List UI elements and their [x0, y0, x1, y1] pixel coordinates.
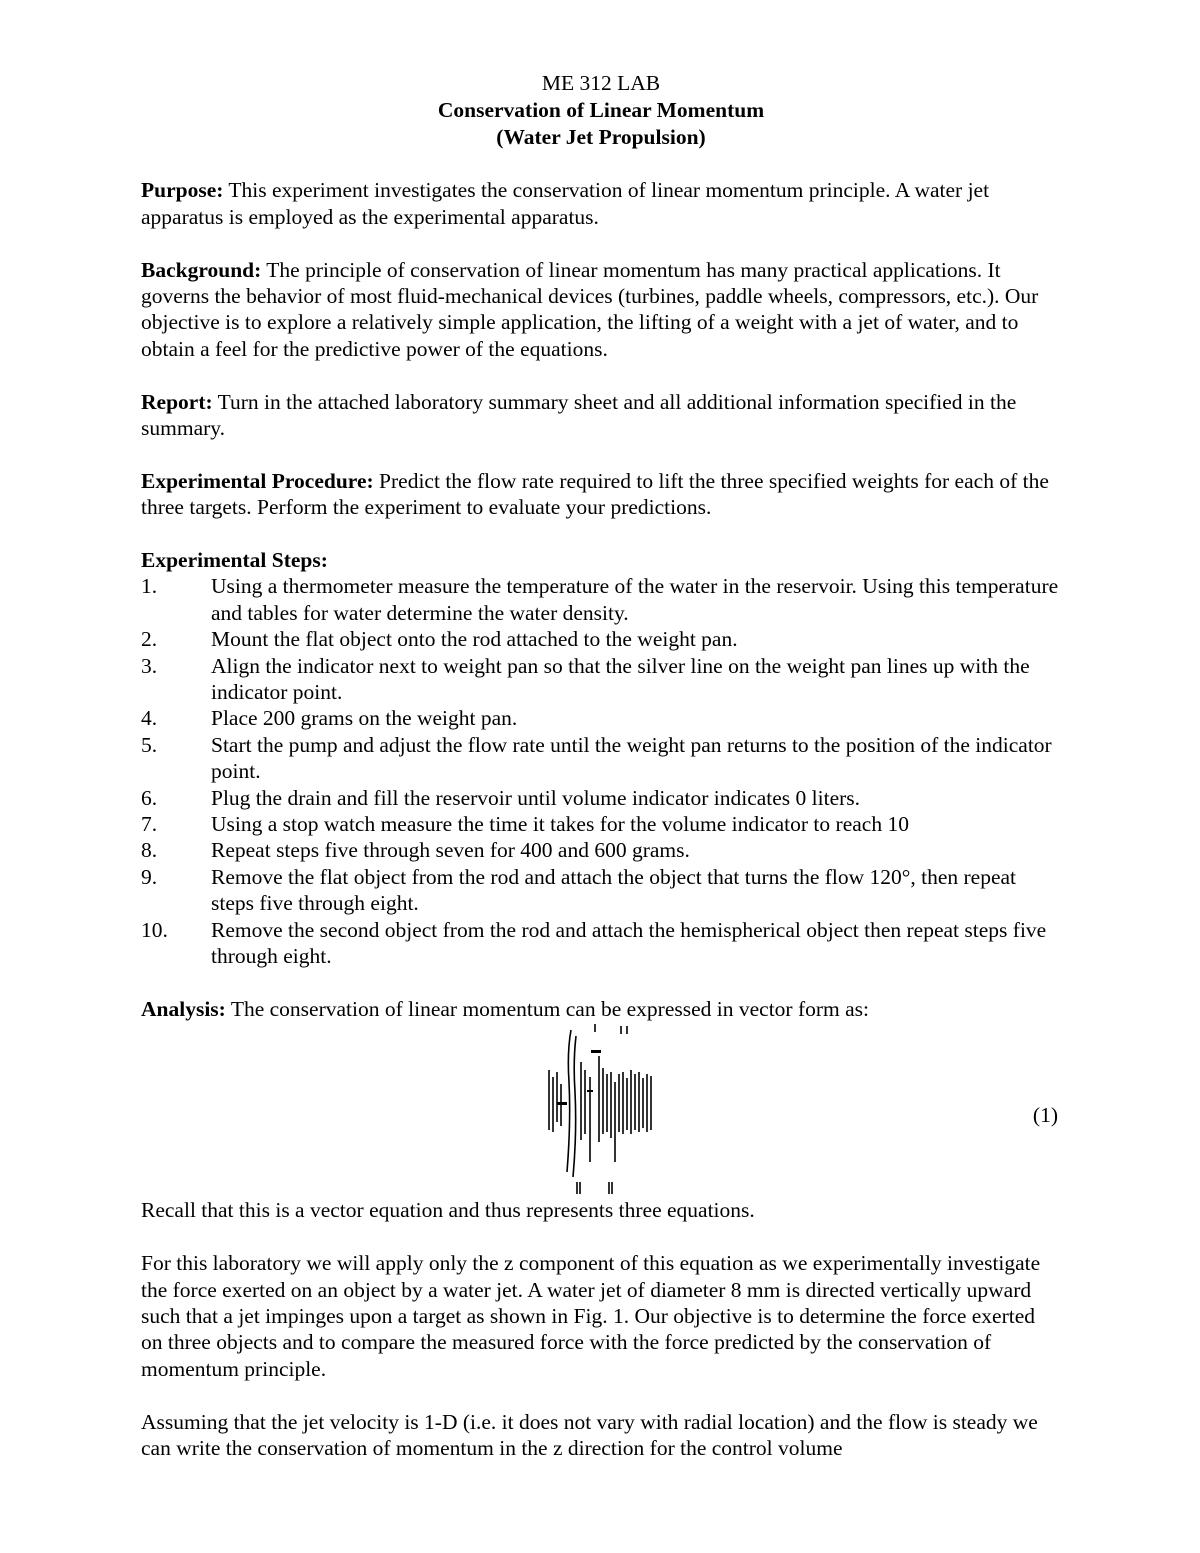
- list-item: [141, 811, 1061, 837]
- step-number: 2.: [141, 627, 158, 652]
- step-text: Remove the flat object from the rod and attach the object that turns the flow 120°, then repeat steps five through eight.: [211, 864, 1017, 916]
- spacer: [141, 970, 1061, 996]
- step-number: 10.: [141, 917, 168, 942]
- procedure-label: Experimental Procedure:: [141, 468, 374, 493]
- background-text: The principle of conservation of linear momentum has many practical applications. It governs the behavior of most fluid-mechanical devices (turbines, paddle wheels, compressors, etc.). Our objective is to explore a relatively simple application, the lifting of a weight with a jet of water, and to obtain a feel for the predictive power of the equations.: [141, 257, 1039, 361]
- step-number: 5.: [141, 732, 158, 757]
- spacer: [141, 1382, 1061, 1408]
- assumption-paragraph: Assuming that the jet velocity is 1-D (i.e. it does not vary with radial location) and the flow is steady we can write the conservation of momentum in the z direction for the control volume: [141, 1409, 1038, 1460]
- procedure-text: Predict the flow rate required to lift the three specified weights for each of the three targets. Perform the experiment to evaluate your predictions.: [141, 468, 1049, 520]
- purpose-paragraph: [141, 177, 1061, 230]
- recall-paragraph: Recall that this is a vector equation and thus represents three equations.: [141, 1198, 755, 1223]
- background-label: Background:: [141, 257, 262, 282]
- list-item: [141, 917, 1061, 970]
- list-item: [141, 653, 1061, 706]
- step-number: 9.: [141, 864, 158, 889]
- report-label: Report:: [141, 389, 213, 414]
- lab-subtitle: (Water Jet Propulsion): [496, 125, 706, 149]
- equation-number: (1): [1032, 1103, 1058, 1128]
- lab-title: Conservation of Linear Momentum: [437, 98, 765, 122]
- procedure-paragraph: [141, 468, 1061, 521]
- list-item: [141, 864, 1061, 917]
- steps-heading: [141, 547, 1061, 573]
- step-text: Start the pump and adjust the flow rate until the weight pan returns to the position of the indicator point.: [211, 732, 1052, 784]
- spacer: [141, 230, 1061, 256]
- step-text: Using a thermometer measure the temperature of the water in the reservoir. Using this temperature and tables for water determine the water density.: [211, 574, 1059, 625]
- spacer: [141, 521, 1061, 547]
- steps-label: Experimental Steps:: [141, 548, 328, 573]
- step-number: 3.: [141, 653, 158, 678]
- list-item: [141, 785, 1061, 811]
- step-number: 6.: [141, 785, 158, 810]
- list-item: [141, 626, 1061, 652]
- step-number: 4.: [141, 706, 158, 731]
- document-header: [141, 70, 1061, 151]
- report-paragraph: [141, 389, 1061, 442]
- list-item: [141, 732, 1061, 785]
- analysis-label: Analysis:: [141, 996, 226, 1021]
- purpose-text: This experiment investigates the conservation of linear momentum principle. A water jet apparatus is employed as the experimental apparatus.: [141, 178, 990, 229]
- step-text: Repeat steps five through seven for 400 and 600 grams.: [211, 838, 690, 863]
- step-text: Place 200 grams on the weight pan.: [211, 706, 518, 731]
- step-text: Plug the drain and fill the reservoir until volume indicator indicates 0 liters.: [211, 785, 861, 810]
- momentum-equation-image: [543, 1022, 663, 1197]
- list-item: [141, 837, 1061, 863]
- spacer: [141, 441, 1061, 467]
- document-page: [141, 70, 1061, 1461]
- analysis-text: The conservation of linear momentum can be expressed in vector form as:: [225, 996, 870, 1021]
- spacer: [141, 362, 1061, 388]
- step-text: Remove the second object from the rod and attach the hemispherical object then repeat steps five through eight.: [211, 917, 1047, 969]
- list-item: [141, 573, 1061, 626]
- spacer: [141, 151, 1061, 177]
- step-number: 8.: [141, 838, 158, 863]
- step-number: 7.: [141, 812, 158, 837]
- analysis-paragraph: [141, 996, 1061, 1022]
- step-text: Align the indicator next to weight pan so that the silver line on the weight pan lines up with the indicator point.: [211, 653, 1030, 705]
- steps-list: [141, 573, 1061, 969]
- spacer: [141, 1224, 1061, 1250]
- step-text: Using a stop watch measure the time it takes for the volume indicator to reach 10: [211, 812, 909, 837]
- list-item: [141, 705, 1061, 731]
- report-text: Turn in the attached laboratory summary sheet and all additional information specified in the summary.: [141, 389, 1017, 441]
- step-number: 1.: [141, 574, 158, 599]
- course-title: ME 312 LAB: [541, 71, 661, 95]
- step-text: Mount the flat object onto the rod attached to the weight pan.: [211, 627, 738, 652]
- lab-description-paragraph: For this laboratory we will apply only the z component of this equation as we experimentally investigate the force exerted on an object by a water jet. A water jet of diameter 8 mm is directed vertically upward such that a jet impinges upon a target as shown in Fig. 1. Our objective is to determine the force exerted on three objects and to compare the measured force with the force predicted by the conservation of momentum principle.: [141, 1251, 1041, 1381]
- equation-block: [141, 1022, 1061, 1197]
- background-paragraph: [141, 257, 1061, 363]
- purpose-label: Purpose:: [141, 178, 224, 203]
